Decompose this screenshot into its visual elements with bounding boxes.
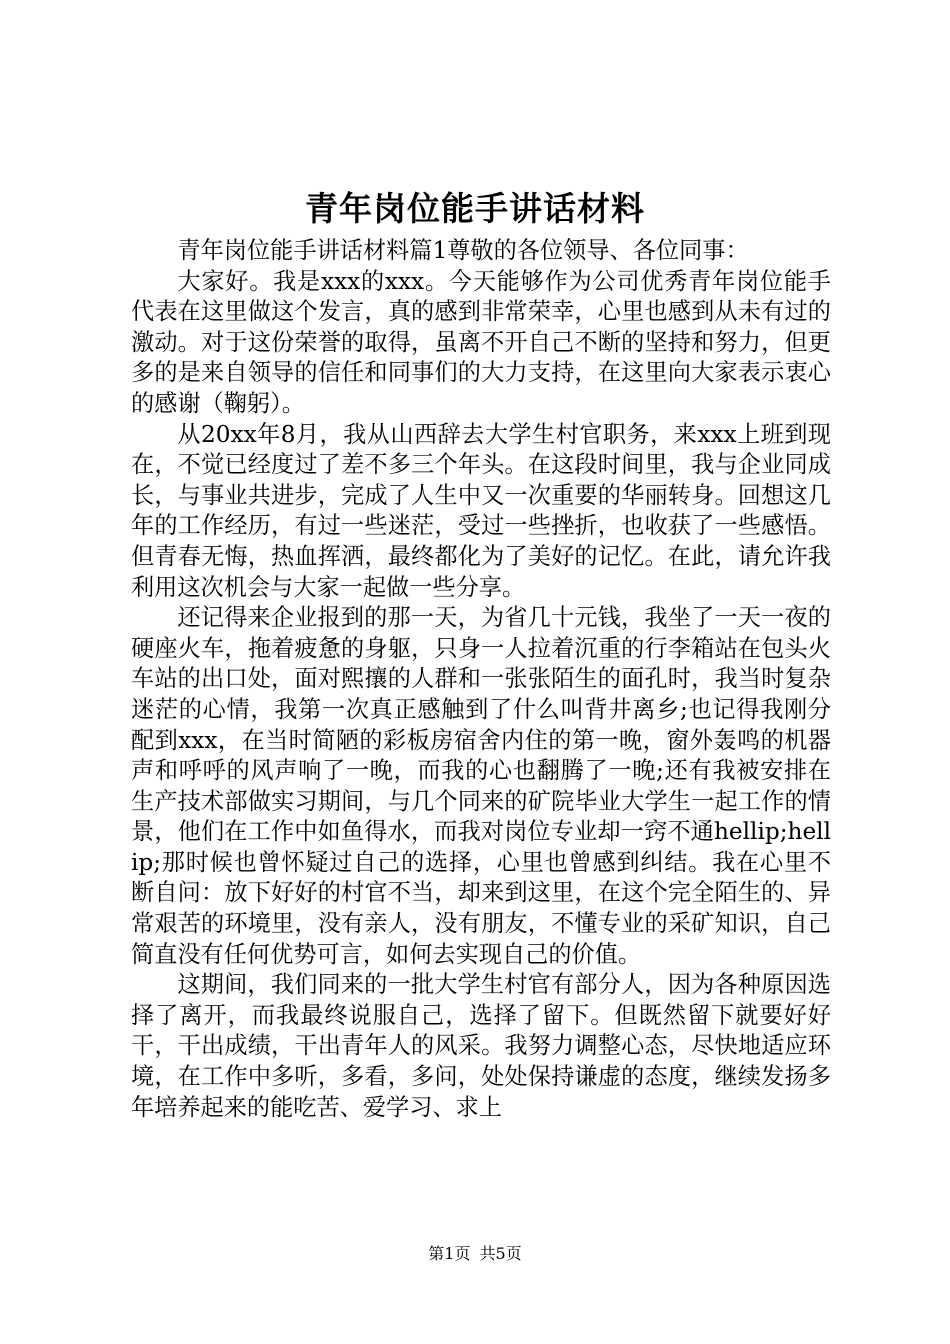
page-footer (0, 1243, 950, 1265)
page-total: 共5页 (479, 1244, 522, 1263)
document-title: 青年岗位能手讲话材料 (305, 189, 645, 228)
paragraph-2: 大家好。我是xxx的xxx。今天能够作为公司优秀青年岗位能手代表在这里做这个发言，真的感到非常荣幸，心里也感到从未有过的激动。对于这份荣誉的取得，虽离不开自己不断的坚持和努力，但更多的是来自领导的信任和同事们的大力支持，在这里向大家表示衷心的感谢（鞠躬）。 (131, 267, 831, 417)
paragraph-1: 青年岗位能手讲话材料篇1尊敬的各位领导、各位同事： (177, 237, 749, 264)
page-number: 第1页 (428, 1244, 471, 1263)
paragraph-3: 从20xx年8月，我从山西辞去大学生村官职务，来xxx上班到现在，不觉已经度过了差不多三个年头。在这段时间里，我与企业同成长，与事业共进步，完成了人生中又一次重要的华丽转身。回想这几年的工作经历，有过一些迷茫，受过一些挫折，也收获了一些感悟。但青春无悔，热血挥洒，最终都化为了美好的记忆。在此，请允许我利用这次机会与大家一起做一些分享。 (131, 420, 831, 601)
document-body (131, 236, 831, 1123)
paragraph-4: 还记得来企业报到的那一天，为省几十元钱，我坐了一天一夜的硬座火车，拖着疲惫的身躯，只身一人拉着沉重的行李箱站在包头火车站的出口处，面对熙攘的人群和一张张陌生的面孔时，我当时复杂迷茫的心情，我第一次真正感触到了什么叫背井离乡;也记得我刚分配到xxx，在当时简陋的彩板房宿舍内住的第一晚，窗外轰鸣的机器声和呼呼的风声响了一晚，而我的心也翻腾了一晚;还有我被安排在生产技术部做实习期间，与几个同来的矿院毕业大学生一起工作的情景，他们在工作中如鱼得水，而我对岗位专业却一窍不通hellip;hellip;那时候也曾怀疑过自己的选择，心里也曾感到纠结。我在心里不断自问：放下好好的村官不当，却来到这里，在这个完全陌生的、异常艰苦的环境里，没有亲人，没有朋友，不懂专业的采矿知识，自己简直没有任何优势可言，如何去实现自己的价值。 (131, 604, 831, 968)
paragraph-5: 这期间，我们同来的一批大学生村官有部分人，因为各种原因选择了离开，而我最终说服自己，选择了留下。但既然留下就要好好干，干出成绩，干出青年人的风采。我努力调整心态，尽快地适应环境，在工作中多听，多看，多问，处处保持谦虚的态度，继续发扬多年培养起来的能吃苦、爱学习、求上 (131, 971, 831, 1121)
